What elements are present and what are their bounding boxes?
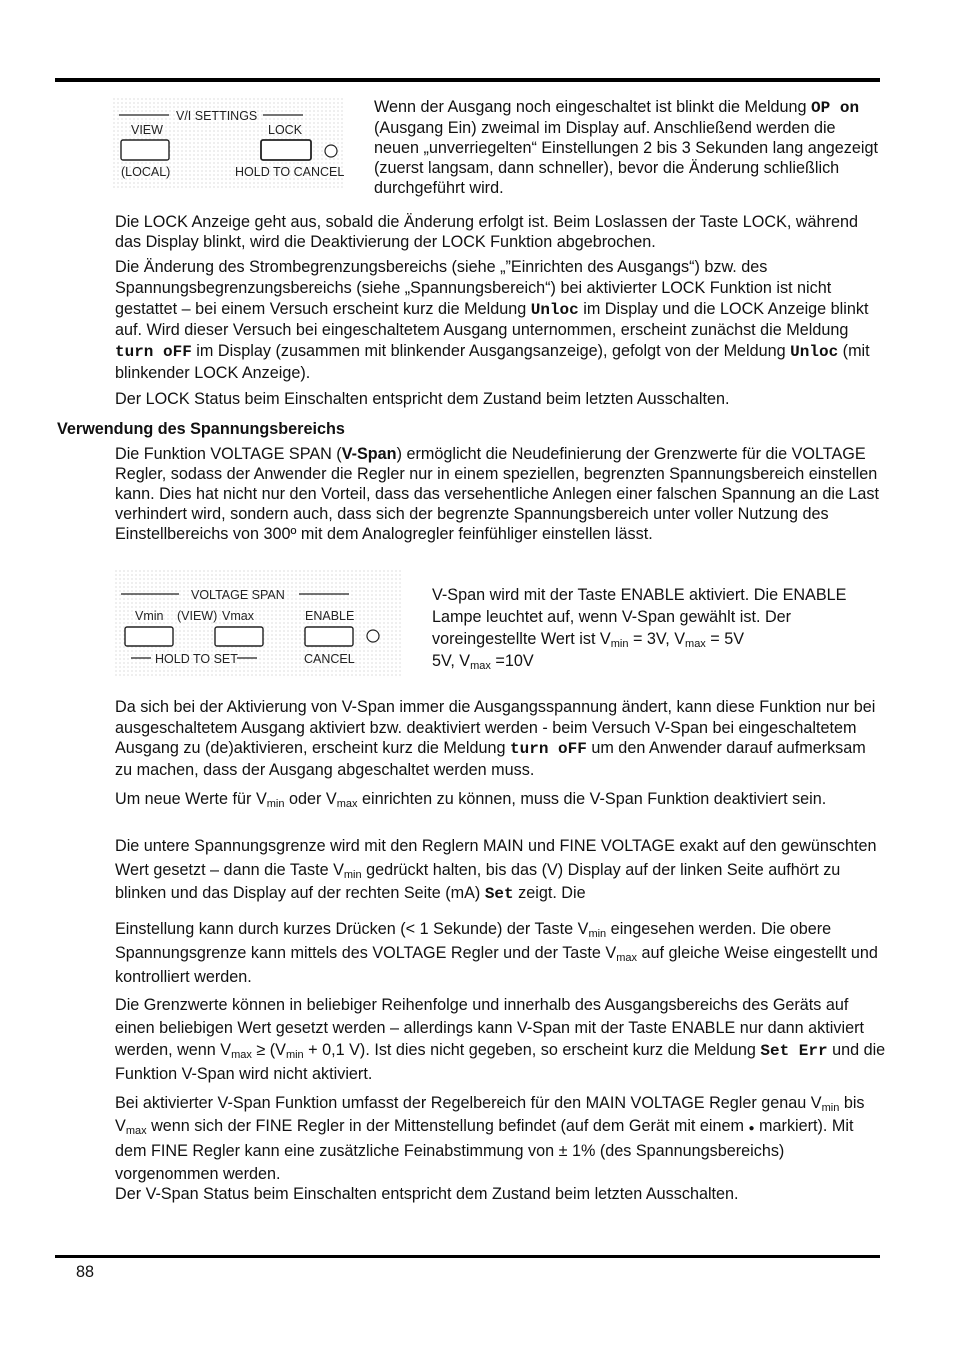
paragraph-lower-limit: Die untere Spannungsgrenze wird mit den Reglern MAIN und FINE VOLTAGE exakt auf den gewünschten Wert gesetzt – dann die Taste $V_{min}$ gedrückt halten, bis das (V) Display auf der linken Seite aufhört zu blinken und das Display auf der rechten Seite (mA) Set zeigt. Die [115,837,877,903]
section-heading: Verwendung des Spannungsbereichs [57,420,345,438]
vi-title: V/I SETTINGS [176,109,258,123]
cancel-label: CANCEL [304,652,355,666]
local-label: (LOCAL) [121,165,171,179]
paragraph-lock-status: Der LOCK Status beim Einschalten entspricht dem Zustand beim letzten Ausschalten. [115,390,730,408]
paragraph-lock-off: Die LOCK Anzeige geht aus, sobald die Änderung erfolgt ist. Beim Loslassen der Taste LOCK, während das Display blinkt, wird die Deaktivierung der LOCK Funktion abgebrochen. [115,213,858,251]
vmin-button[interactable] [125,627,173,646]
paragraph-enable: V-Span wird mit der Taste ENABLE aktiviert. Die ENABLE Lampe leuchtet auf, wenn V-Span gewählt ist. Der voreingestellte Wert ist $V_{min} = 3V$, $V_{max} = 5V$ 5V, $V_{max} =10V$ [432,586,847,672]
paragraph-new-values: Um neue Werte für $V_{min}$ oder $V_{max}$ einrichten zu können, muss die V-Span Funktion deaktiviert sein. [115,790,827,810]
enable-label: ENABLE [305,609,355,623]
vi-settings-panel [113,98,345,190]
hold-to-cancel-label: HOLD TO CANCEL [235,165,345,179]
lock-label: LOCK [268,123,303,137]
vmax-label: Vmax [222,609,254,623]
view-label: VIEW [131,123,163,137]
paragraph-op-on: Wenn der Ausgang noch eingeschaltet ist blinkt die Meldung OP on (Ausgang Ein) zweimal im Display auf. Anschließend werden die neuen „unverriegelten“ Einstellungen 2 bis 3 Sekunden lang angezeigt (zuerst langsam, dann schneller), bevor die Änderung schließlich durchgeführt wird. [374,98,878,197]
paragraph-control-range: Bei aktivierter V-Span Funktion umfasst der Regelbereich für den MAIN VOLTAGE Regler genau $V_{min}$ bis $V_{max}$ wenn sich der FINE Regler in der Mittenstellung befindet (auf dem Gerät mit einem ● markiert). Mit dem FINE Regler kann eine zusätzliche Feinabstimmung von ± 1% (des Spannungsbereichs) vorgenommen werden. [115,1094,865,1183]
paragraph-output-off: Da sich bei der Aktivierung von V-Span immer die Ausgangsspannung ändert, kann diese Funktion nur bei ausgeschaltetem Ausgang aktiviert bzw. deaktiviert werden - beim Versuch V-Span bei eingeschaltetem Ausgang zu (de)aktivieren, erscheint kurz die Meldung turn oFF um den Anwender darauf aufmerksam zu machen, dass der Ausgang abgeschaltet werden muss. [115,698,876,779]
paragraph-upper-limit: Einstellung kann durch kurzes Drücken (< 1 Sekunde) der Taste $V_{min}$ eingesehen werden. Die obere Spannungsgrenze kann mittels des VOLTAGE Regler und der Taste $V_{max}$ auf gleiche Weise eingestellt und kontrolliert werden. [115,920,878,986]
span-title: VOLTAGE SPAN [191,588,285,602]
paragraph-vspan-status: Der V-Span Status beim Einschalten entspricht dem Zustand beim letzten Ausschalten. [115,1185,739,1203]
voltage-span-panel [115,570,403,678]
paragraph-limits-order: Die Grenzwerte können in beliebiger Reihenfolge und innerhalb des Ausgangsbereichs des Geräts auf einen beliebigen Wert gesetzt werden – allerdings kann V-Span mit der Taste ENABLE nur dann aktiviert werden, wenn $V_{max} \ge (V_{min} + 0,1$ V). Ist dies nicht gegeben, so erscheint kurz die Meldung Set Err und die Funktion V-Span wird nicht aktiviert. [115,996,886,1083]
hold-to-set-label: HOLD TO SET [155,652,238,666]
paragraph-vspan-intro: Die Funktion VOLTAGE SPAN (V-Span) ermöglicht die Neudefinierung der Grenzwerte für die VOLTAGE Regler, sodass der Anwender die Regler nur in einem speziellen, begrenzten Spannungsbereich einstellen kann. Dies hat nicht nur den Vorteil, dass das versehentliche Anlegen einer falschen Spannung an die Last verhindert wird, sondern auch, dass sich der begrenzte Spannungsbereich unter voller Nutzung des Einstellbereichs von 300º mit dem Analogregler feinfühliger einstellen lässt. [115,445,880,543]
lock-indicator-lamp [325,145,337,157]
vmin-label: Vmin [135,609,164,623]
enable-indicator-lamp [367,630,379,642]
page-number: 88 [76,1263,95,1281]
lock-button[interactable] [261,140,311,160]
enable-button[interactable] [305,627,353,646]
paragraph-unloc: Die Änderung des Strombegrenzungsbereichs (siehe „”Einrichten des Ausgangs“) bzw. des Spannungsbegrenzungsbereichs (siehe „Spannungsbereich“) bei aktivierter LOCK Funktion ist nicht gestattet – bei einem Versuch erscheint kurz die Meldung Unloc im Display und die LOCK Anzeige blinkt auf. Wird dieser Versuch bei eingeschaltetem Ausgang unternommen, erscheint zunächst die Meldung turn oFF im Display (zusammen mit blinkender Ausgangsanzeige), gefolgt von der Meldung Unloc (mit blinkender LOCK Anzeige). [115,258,870,382]
view-label: (VIEW) [177,609,218,623]
top-rule [55,78,880,82]
bottom-rule [55,1255,880,1258]
view-local-button[interactable] [121,140,169,160]
vmax-button[interactable] [215,627,263,646]
